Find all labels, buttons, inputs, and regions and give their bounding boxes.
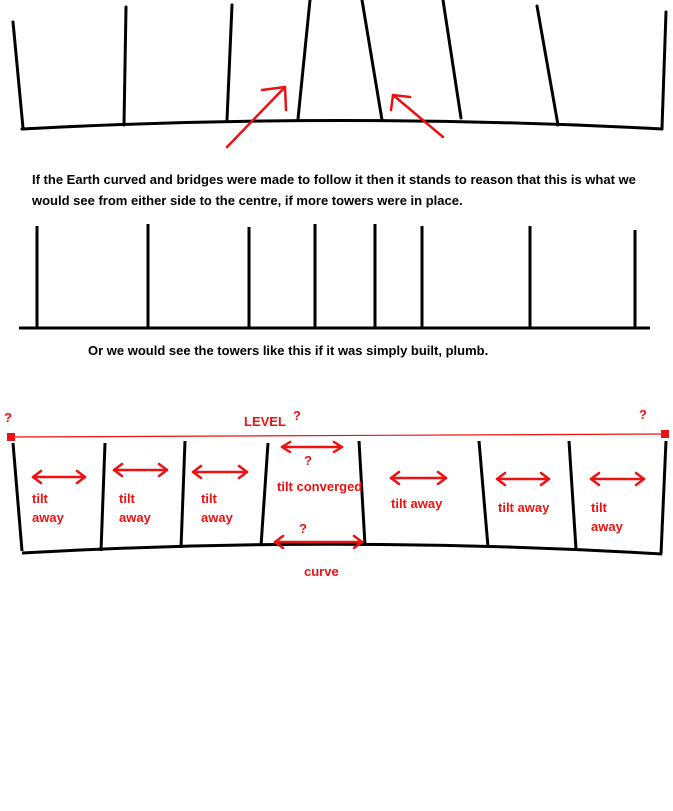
tower (261, 443, 268, 546)
tilt-away-label: tilt away (119, 491, 151, 525)
caption-plumb-towers: Or we would see the towers like this if it was simply built, plumb. (88, 343, 489, 358)
tilt-converged-label: tilt converged (277, 479, 363, 494)
tower (661, 441, 666, 554)
level-endpoint-right (661, 430, 669, 438)
tilt-away-label: tilt away (32, 491, 64, 525)
tower (537, 6, 558, 125)
caption-curved-bridges: If the Earth curved and bridges were made to follow it then it stands to reason that this is what we would see from either side to the centre, if more towers were in place. (32, 172, 636, 208)
curved-deck-line (22, 544, 662, 554)
tilt-away-label: tilt away (591, 500, 623, 534)
tower (13, 22, 23, 128)
tower (101, 443, 105, 551)
tower (479, 441, 488, 547)
tower (443, 0, 461, 118)
curve-label: curve (304, 564, 339, 579)
double-arrow (33, 471, 85, 483)
tilt-away-label: tilt away (498, 500, 550, 515)
tower (298, 0, 310, 119)
double-arrow (497, 473, 549, 485)
double-arrow (275, 536, 362, 548)
double-arrow (391, 472, 446, 484)
tower (662, 12, 666, 128)
double-arrow (282, 442, 342, 452)
arrow-left (227, 87, 285, 147)
tower (569, 441, 576, 549)
tower (227, 5, 232, 120)
double-arrow (591, 473, 644, 485)
tower (13, 443, 22, 551)
tower (124, 7, 126, 125)
question-mark-top-gap: ? (304, 453, 312, 468)
panel-curved-bridge (13, 0, 666, 129)
tower (362, 0, 382, 120)
question-mark-level: ? (293, 408, 301, 423)
tilt-away-label: tilt away (391, 496, 443, 511)
tilt-away-label: tilt away (201, 491, 233, 525)
converging-arrows (227, 87, 443, 147)
level-label: LEVEL (244, 414, 286, 429)
level-endpoint-left (7, 433, 15, 441)
question-mark-right: ? (639, 407, 647, 422)
panel-plumb-bridge (19, 224, 650, 328)
level-line (11, 434, 665, 437)
double-arrow (114, 464, 167, 476)
question-mark-left: ? (4, 410, 12, 425)
curved-deck-line (22, 121, 662, 130)
double-arrow (193, 466, 247, 478)
tower (181, 441, 185, 548)
question-mark-bottom-gap: ? (299, 521, 307, 536)
arrow-right (393, 95, 443, 137)
